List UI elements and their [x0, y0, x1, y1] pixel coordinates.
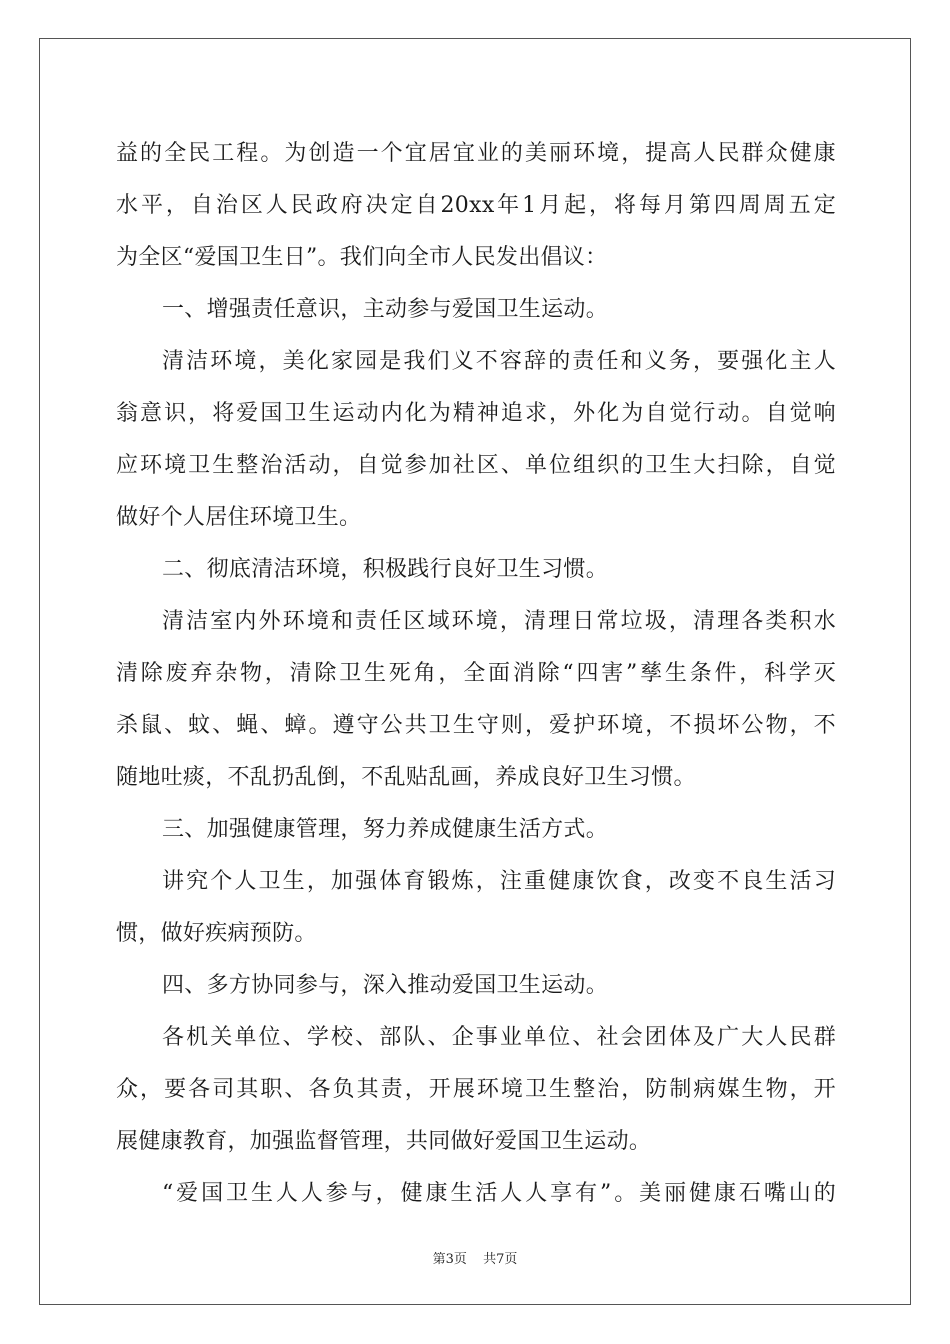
text-line: 翁意识，将爱国卫生运动内化为精神追求，外化为自觉行动。自觉响	[116, 401, 836, 426]
text-line: 杀鼠、蚊、蝇、蟑。遵守公共卫生守则，爱护环境，不损坏公物，不	[116, 713, 836, 738]
text-line: 惯，做好疾病预防。	[116, 921, 317, 946]
text-line: 四、多方协同参与，深入推动爱国卫生运动。	[162, 973, 609, 998]
text-line: 清洁环境，美化家园是我们义不容辞的责任和义务，要强化主人	[162, 349, 836, 374]
text-line: 讲究个人卫生，加强体育锻炼，注重健康饮食，改变不良生活习	[162, 869, 836, 894]
text-line: 各机关单位、学校、部队、企事业单位、社会团体及广大人民群	[162, 1025, 836, 1050]
text-line: 清除废弃杂物，清除卫生死角，全面消除“四害”孳生条件，科学灭	[116, 661, 836, 686]
text-line: 二、彻底清洁环境，积极践行良好卫生习惯。	[162, 557, 609, 582]
text-line: 益的全民工程。为创造一个宜居宜业的美丽环境，提高人民群众健康	[116, 141, 836, 166]
text-line: 做好个人居住环境卫生。	[116, 505, 362, 530]
text-line: 众，要各司其职、各负其责，开展环境卫生整治，防制病媒生物，开	[116, 1077, 836, 1102]
text-line: 三、加强健康管理，努力养成健康生活方式。	[162, 817, 609, 842]
text-line: 随地吐痰，不乱扔乱倒，不乱贴乱画，养成良好卫生习惯。	[116, 765, 696, 790]
page-footer	[0, 1248, 950, 1267]
text-line: 为全区“爱国卫生日”。我们向全市人民发出倡议：	[116, 245, 608, 270]
text-line: 展健康教育，加强监督管理，共同做好爱国卫生运动。	[116, 1129, 652, 1154]
text-line: 水平，自治区人民政府决定自20xx年1月起，将每月第四周周五定	[116, 193, 836, 218]
current-page-label: 第3页	[432, 1252, 467, 1267]
text-line: 一、增强责任意识，主动参与爱国卫生运动。	[162, 297, 609, 322]
total-pages-label: 共7页	[483, 1252, 518, 1267]
text-line: “爱国卫生人人参与，健康生活人人享有”。美丽健康石嘴山的	[162, 1181, 836, 1206]
text-line: 应环境卫生整治活动，自觉参加社区、单位组织的卫生大扫除，自觉	[116, 453, 836, 478]
text-line: 清洁室内外环境和责任区域环境，清理日常垃圾，清理各类积水	[162, 609, 836, 634]
document-body	[116, 128, 836, 1220]
